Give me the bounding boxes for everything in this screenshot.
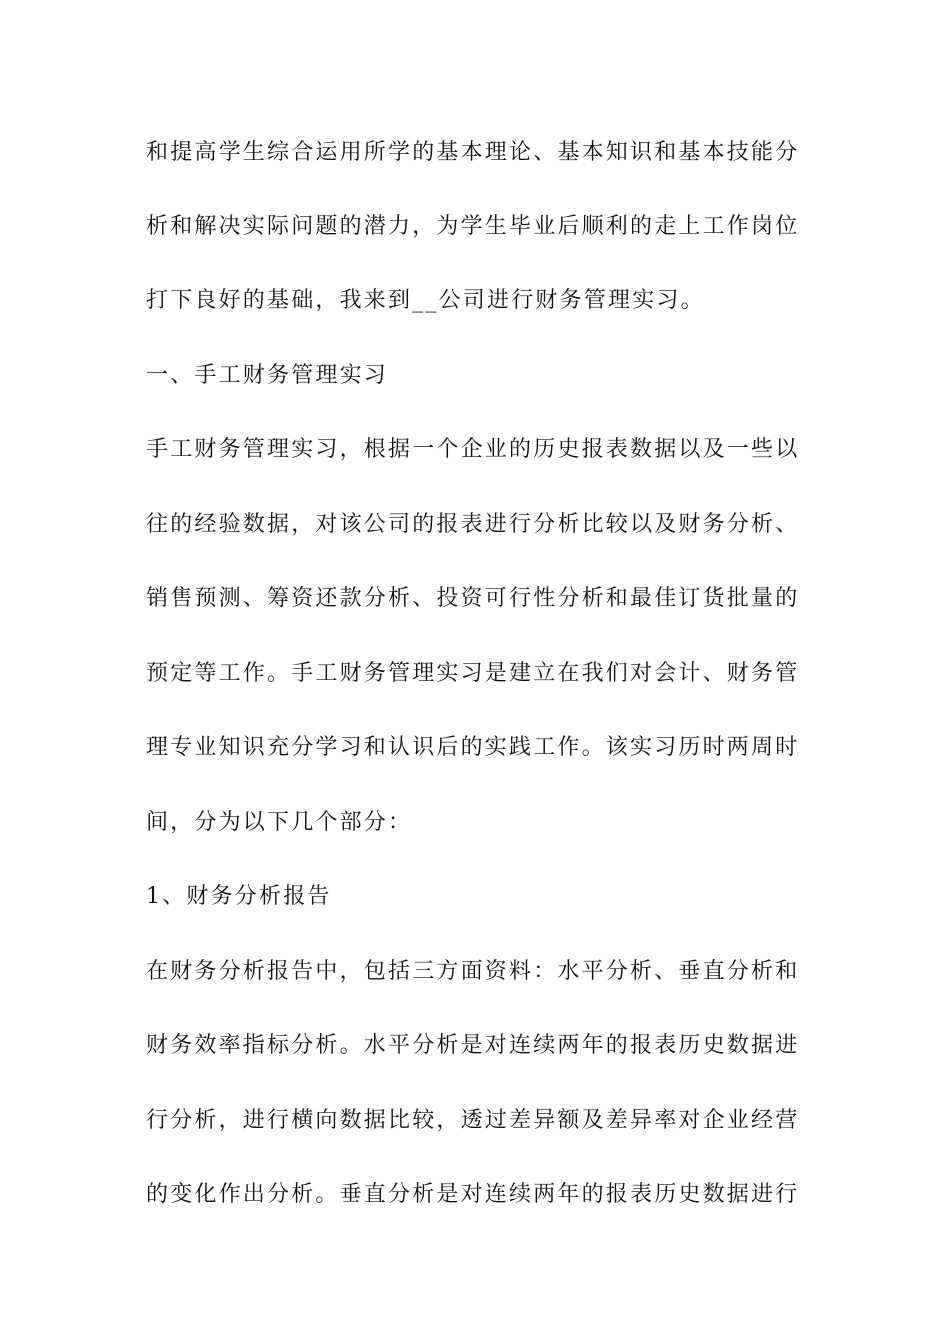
paragraph-line: 和提高学生综合运用所学的基本理论、基本知识和基本技能分 (146, 140, 800, 165)
section-heading: 一、手工财务管理实习 (146, 363, 389, 388)
paragraph-line: 往的经验数据，对该公司的报表进行分析比较以及财务分析、 (146, 512, 800, 537)
paragraph-line: 打下良好的基础，我来到__公司进行财务管理实习。 (146, 288, 705, 313)
paragraph-line: 手工财务管理实习，根据一个企业的历史报表数据以及一些以 (146, 437, 800, 462)
paragraph-line: 销售预测、筹资还款分析、投资可行性分析和最佳订货批量的 (146, 586, 800, 611)
paragraph-line: 行分析，进行横向数据比较，透过差异额及差异率对企业经营 (146, 1108, 800, 1133)
paragraph-line: 财务效率指标分析。水平分析是对连续两年的报表历史数据进 (146, 1033, 800, 1058)
subsection-heading: 1、财务分析报告 (146, 884, 332, 909)
paragraph-line: 理专业知识充分学习和认识后的实践工作。该实习历时两周时 (146, 735, 800, 760)
paragraph-line: 的变化作出分析。垂直分析是对连续两年的报表历史数据进行 (146, 1182, 800, 1207)
paragraph-line: 在财务分析报告中，包括三方面资料：水平分析、垂直分析和 (146, 959, 800, 984)
paragraph-line: 预定等工作。手工财务管理实习是建立在我们对会计、财务管 (146, 661, 800, 686)
paragraph-line: 析和解决实际问题的潜力，为学生毕业后顺利的走上工作岗位 (146, 214, 800, 239)
paragraph-line: 间，分为以下几个部分： (146, 810, 413, 835)
